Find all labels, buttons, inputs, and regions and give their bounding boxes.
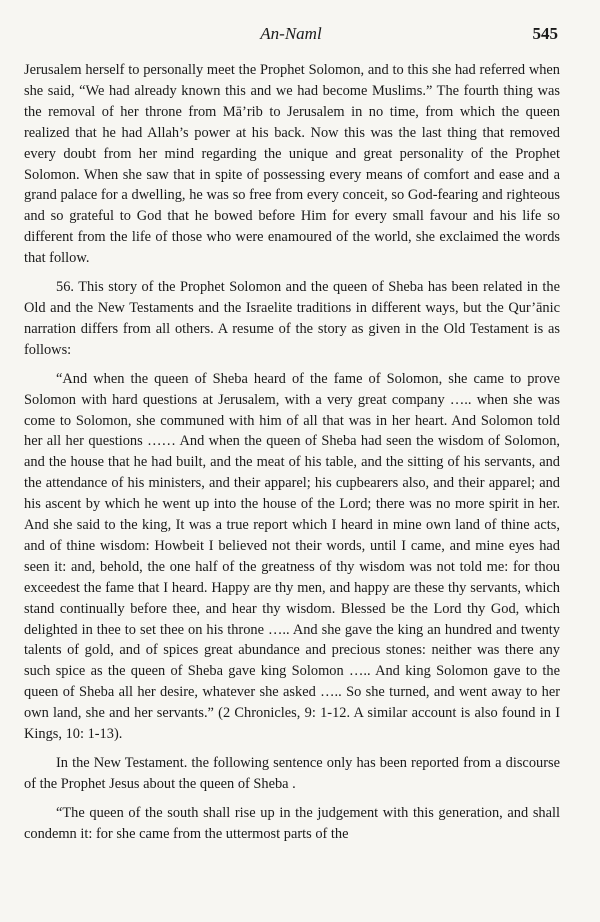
quote-old-testament: “And when the queen of Sheba heard of the fame of Solomon, she came to prove Solomon with hard questions at Jerusalem, with a very great company ….. when she was come to Solomon, she communed with him of all that was in her heart. And Solomon told her all her questions …… And when the queen of Sheba had seen the wisdom of Solomon, and the house that he had built, and the meat of his table, and the sitting of his servants, and the attendance of his ministers, and their apparel; his cupbearers also, and their apparel; and his ascent by which he went up into the house of the Lord; there was no more spirit in her. And she said to the king, It was a true report which I heard in mine own land of thine acts, and of thine wisdom: Howbeit I believed not their words, until I came, and mine eyes had seen it: and, behold, the one half of the greatness of thy wisdom was not told me: for thou exceedest the fame that I heard. Happy are thy men, and happy are these thy servants, which stand continually before thee, and hear thy wisdom. Blessed be the Lord thy God, which delighted in thee to set thee on his throne ….. And she gave the king an hundred and twenty talents of gold, and of spices great abundance and precious stones: neither was there any such spice as the queen of Sheba gave king Solomon ….. And king Solomon gave to the queen of Sheba all her desire, whatever she asked ….. So she turned, and went away to her own land, she and her servants.” (2 Chronicles, 9: 1-12. A similar account is also found in I Kings, 10: 1-13). <box>24 370 560 743</box>
paragraph-continuation: Jerusalem herself to personally meet the Prophet Solomon, and to this she had referred when she said, “We had already known this and we had become Muslims.” The fourth thing was the removal of her throne from Mā’rib to Jerusalem in no time, from which the queen realized that he had Allah’s power at his back. Now this was the last thing that removed every doubt from her mind regarding the unique and great personality of the Prophet Solomon. When she saw that in spite of possessing every means of comfort and ease and a grand palace for a dwelling, he was so free from every conceit, so God-fearing and righteous and so grateful to God that he bowed before Him for every small favour and his life so different from the life of those who were enamoured of the world, she exclaimed the words that follow. <box>24 62 560 267</box>
running-head: An-Naml <box>260 24 322 43</box>
page-number: 545 <box>532 24 558 43</box>
paragraph-note-56: 56. This story of the Prophet Solomon and the queen of Sheba has been related in the Old and the New Testaments and the Israelite traditions in different ways, but the Qur’ānic narration differs from all others. A resume of the story as given in the Old Testament is as follows: <box>24 279 560 358</box>
page-header <box>24 24 558 48</box>
page-body <box>24 60 560 845</box>
quote-new-testament: “The queen of the south shall rise up in the judgement with this generation, and shall condemn it: for she came from the uttermost parts of the <box>24 804 560 842</box>
paragraph-new-testament: In the New Testament. the following sentence only has been reported from a discourse of the Prophet Jesus about the queen of Sheba . <box>24 755 560 792</box>
